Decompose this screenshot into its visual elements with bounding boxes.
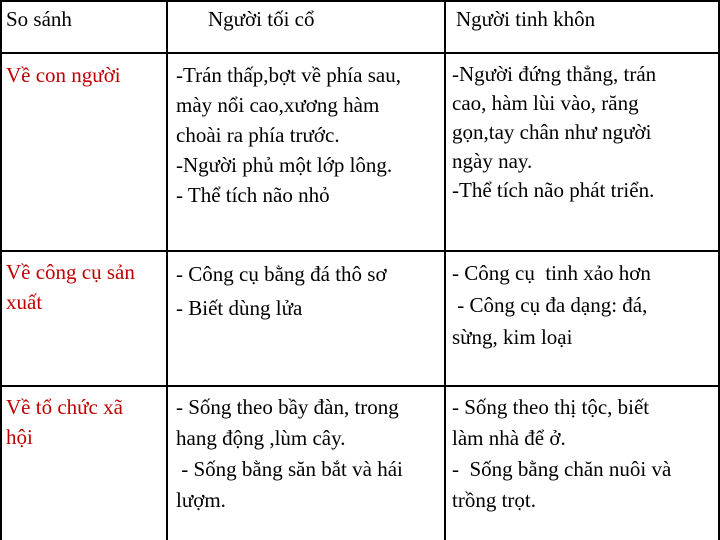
table-col-divider xyxy=(0,0,2,540)
header-modern-man: Người tinh khôn xyxy=(456,7,596,31)
cell-ancient-human: -Trán thấp,bợt về phía sau, mày nổi cao,xương hàm choài ra phía trước. -Người phủ một lớp lông. - Thể tích não nhỏ xyxy=(176,63,401,207)
header-compare: So sánh xyxy=(6,7,72,31)
table-row-divider xyxy=(0,385,720,387)
cell-ancient-tools: - Công cụ bằng đá thô sơ - Biết dùng lửa xyxy=(176,262,387,320)
cell-modern-human: -Người đứng thẳng, trán cao, hàm lùi vào, răng gọn,tay chân như người ngày nay. -Thể tích não phát triển. xyxy=(452,62,657,202)
table-col-divider xyxy=(166,0,168,540)
table-row-divider xyxy=(0,52,720,54)
row-label-tools: Về công cụ sản xuất xyxy=(6,260,135,314)
table-border-top xyxy=(0,0,720,2)
cell-modern-tools: - Công cụ tinh xảo hơn - Công cụ đa dạng: đá, sừng, kim loại xyxy=(452,261,651,349)
table-row-divider xyxy=(0,250,720,252)
cell-ancient-society: - Sống theo bầy đàn, trong hang động ,lùm cây. - Sống bằng săn bắt và hái lượm. xyxy=(176,395,403,512)
row-label-society: Về tổ chức xã hội xyxy=(6,395,123,449)
row-label-human: Về con người xyxy=(6,63,121,87)
header-ancient-man: Người tối cổ xyxy=(208,7,315,31)
table-col-divider xyxy=(444,0,446,540)
cell-modern-society: - Sống theo thị tộc, biết làm nhà để ở. - Sống bằng chăn nuôi và trồng trọt. xyxy=(452,395,672,512)
